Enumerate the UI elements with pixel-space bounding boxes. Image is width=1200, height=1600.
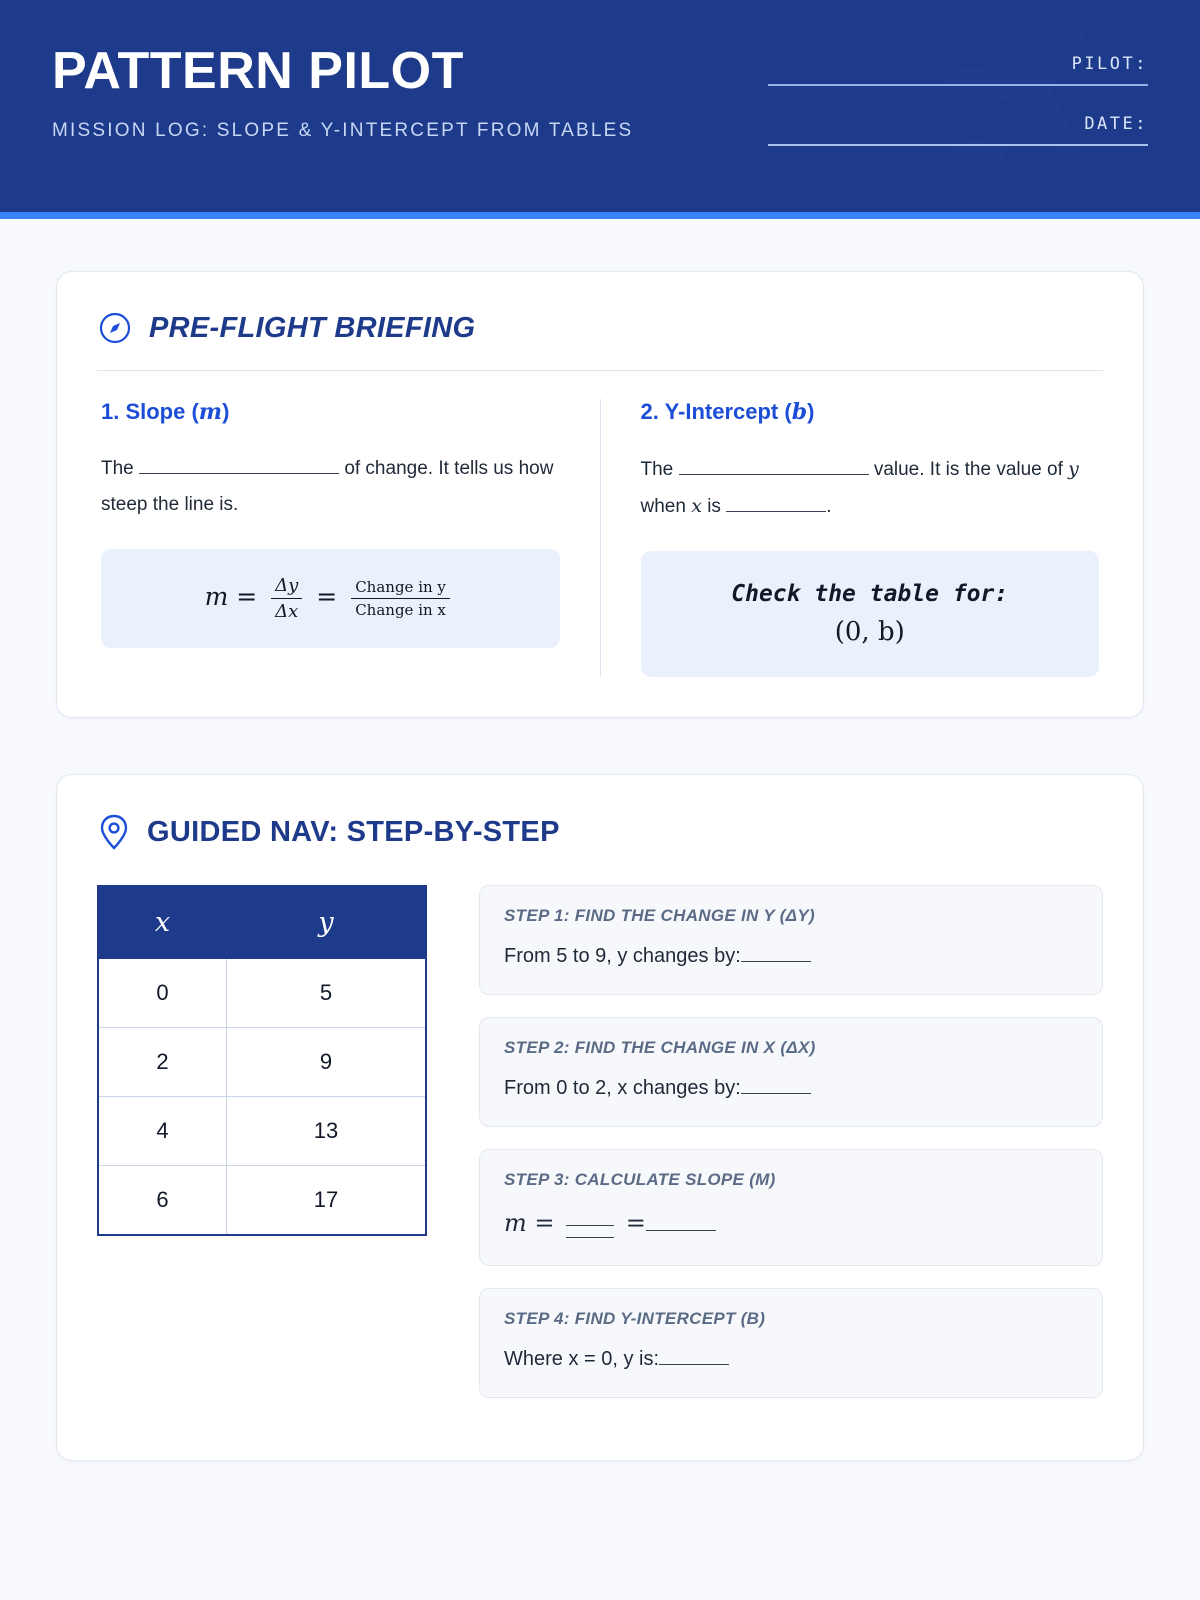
briefing-title: PRE-FLIGHT BRIEFING — [149, 311, 476, 344]
y-intercept-callout-box — [641, 551, 1100, 677]
column-header-x: x — [98, 886, 226, 959]
table-row — [98, 1097, 426, 1166]
slope-frac-denominator-words: Change in x — [355, 601, 446, 620]
steps-list — [479, 885, 1103, 1419]
guided-nav-title: GUIDED NAV: STEP-BY-STEP — [147, 815, 560, 848]
slope-frac-denominator-delta: Δx — [275, 601, 299, 623]
step-2-answer-blank[interactable] — [741, 1093, 811, 1094]
step-1-text — [504, 940, 1078, 972]
table-row — [98, 1028, 426, 1097]
cell-y: 9 — [226, 1028, 426, 1097]
slope-fraction-words — [351, 578, 450, 619]
slope-frac-numerator-words: Change in y — [351, 578, 450, 599]
guided-nav-card — [56, 774, 1144, 1460]
yint-text-2: value. It is the value of — [873, 459, 1063, 480]
step-2-box — [479, 1017, 1103, 1127]
yint-heading-prefix: 2. Y-Intercept ( — [640, 399, 792, 424]
step-3-blank-fraction[interactable] — [566, 1212, 614, 1238]
location-pin-icon — [97, 813, 131, 851]
slope-column — [97, 399, 601, 677]
cell-y: 13 — [226, 1097, 426, 1166]
date-label: DATE: — [1084, 114, 1148, 134]
step-2-title: STEP 2: FIND THE CHANGE IN X (ΔX) — [504, 1038, 816, 1058]
page-body — [0, 219, 1200, 1461]
step-3-eq2: = — [625, 1209, 646, 1238]
slope-heading-var: m — [198, 399, 223, 425]
step-4-text — [504, 1343, 1078, 1375]
xy-table-wrap — [97, 885, 427, 1419]
slope-heading-suffix: ) — [222, 399, 230, 424]
slope-fraction-delta — [271, 575, 302, 622]
slope-formula-eq1: = — [236, 582, 258, 612]
compass-icon — [97, 310, 133, 346]
briefing-header — [97, 310, 1103, 346]
step-3-answer-blank[interactable] — [646, 1230, 716, 1231]
slope-blank-1[interactable] — [139, 473, 339, 474]
page-title: PATTERN PILOT — [52, 42, 464, 100]
guided-nav-header — [97, 813, 1103, 851]
preflight-briefing-card — [56, 271, 1144, 718]
slope-formula-box — [101, 549, 560, 648]
page-header — [0, 0, 1200, 219]
cell-x: 4 — [98, 1097, 226, 1166]
y-intercept-fill-in-sentence — [641, 451, 1100, 525]
yint-heading-suffix: ) — [807, 399, 815, 424]
y-intercept-heading — [641, 399, 1100, 425]
cell-x: 6 — [98, 1166, 226, 1236]
step-3-title: STEP 3: CALCULATE SLOPE (M) — [504, 1170, 776, 1190]
pilot-write-line[interactable] — [768, 84, 1148, 86]
step-1-answer-blank[interactable] — [741, 961, 811, 962]
guided-nav-body — [97, 885, 1103, 1419]
yint-callout-line1: Check the table for: — [731, 581, 1009, 608]
cell-x: 2 — [98, 1028, 226, 1097]
step-1-box — [479, 885, 1103, 995]
yint-text-4: is — [707, 496, 721, 518]
yint-var-x: x — [691, 495, 702, 518]
step-2-prompt: From 0 to 2, x changes by: — [504, 1077, 741, 1100]
meta-block — [768, 44, 1148, 174]
cell-y: 5 — [226, 959, 426, 1028]
step-3-equation — [504, 1204, 1078, 1242]
slope-formula-lhs: m — [204, 582, 229, 612]
slope-heading-prefix: 1. Slope ( — [101, 399, 199, 424]
cell-x: 0 — [98, 959, 226, 1028]
briefing-columns — [97, 399, 1103, 677]
column-header-y: y — [226, 886, 426, 959]
step-3-box — [479, 1149, 1103, 1265]
yint-callout-line2: (0, b) — [834, 617, 905, 648]
pilot-field[interactable] — [768, 54, 1148, 86]
slope-fill-in-sentence — [101, 451, 560, 523]
cell-y: 17 — [226, 1166, 426, 1236]
slope-text-after: of change. It tells us how steep the line is. — [101, 458, 554, 516]
date-write-line[interactable] — [768, 144, 1148, 146]
page-subtitle: MISSION LOG: SLOPE & Y-INTERCEPT FROM TABLES — [52, 119, 634, 141]
yint-blank-2[interactable] — [726, 511, 826, 512]
step-4-box — [479, 1288, 1103, 1398]
yint-blank-1[interactable] — [679, 474, 869, 475]
slope-text-before: The — [101, 458, 134, 479]
yint-var-y: y — [1068, 458, 1079, 480]
briefing-divider — [97, 370, 1103, 371]
step-4-title: STEP 4: FIND Y-INTERCEPT (B) — [504, 1308, 766, 1328]
yint-text-5: . — [826, 496, 832, 518]
yint-heading-var: b — [791, 399, 808, 425]
pilot-label: PILOT: — [1071, 54, 1148, 74]
slope-heading — [101, 399, 560, 425]
step-1-prompt: From 5 to 9, y changes by: — [504, 945, 741, 968]
xy-table — [97, 885, 427, 1236]
y-intercept-column — [601, 399, 1104, 677]
table-row — [98, 959, 426, 1028]
slope-frac-numerator-delta: Δy — [271, 575, 302, 599]
slope-formula-eq2: = — [316, 582, 338, 612]
step-2-text — [504, 1072, 1078, 1104]
step-4-answer-blank[interactable] — [659, 1364, 729, 1365]
step-3-lhs: m — [504, 1209, 527, 1238]
yint-text-1: The — [640, 459, 674, 480]
table-header-row — [98, 886, 426, 959]
table-row — [98, 1166, 426, 1236]
title-block — [52, 44, 633, 147]
step-3-eq1: = — [534, 1209, 555, 1238]
step-1-title: STEP 1: FIND THE CHANGE IN Y (ΔY) — [504, 906, 815, 926]
step-4-prompt: Where x = 0, y is: — [504, 1347, 660, 1370]
date-field[interactable] — [768, 114, 1148, 146]
yint-text-3: when — [640, 496, 686, 518]
